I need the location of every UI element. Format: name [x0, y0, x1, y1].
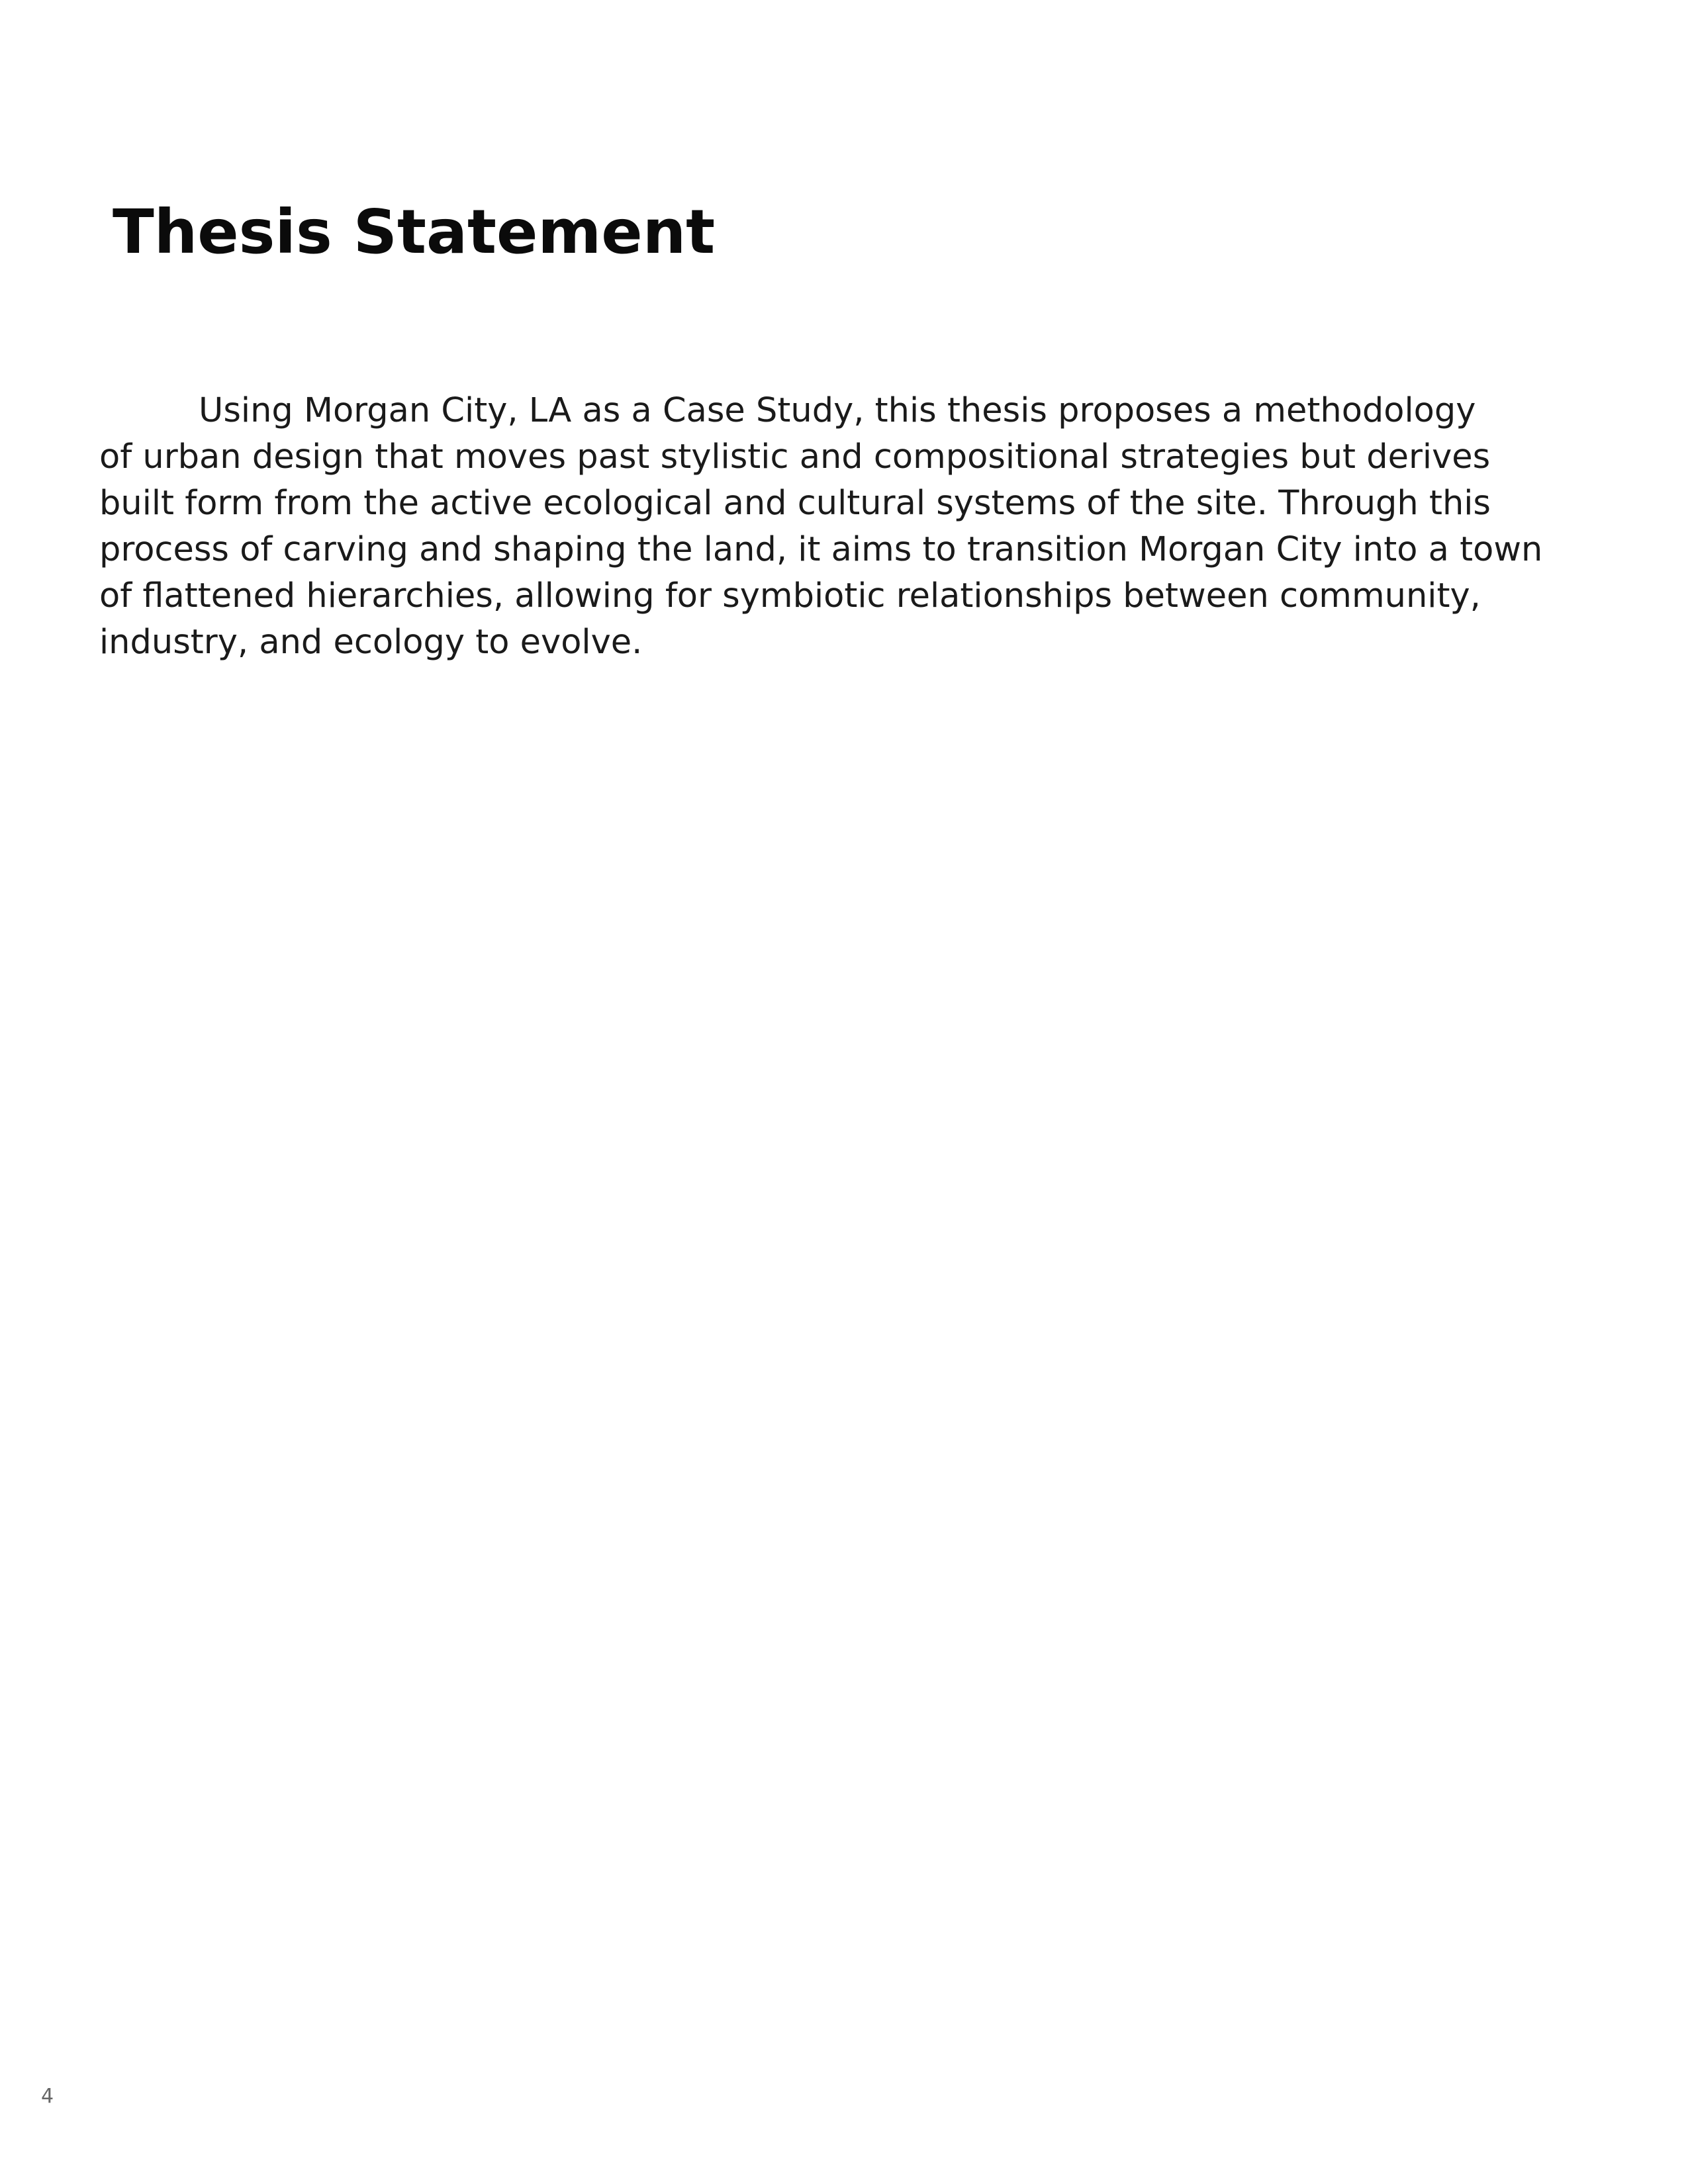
- paragraph-line: of urban design that moves past stylistic and compositional strategies but derives: [99, 437, 1491, 477]
- paragraph-line: industry, and ecology to evolve.: [99, 623, 643, 662]
- paragraph-line: Using Morgan City, LA as a Case Study, this thesis proposes a methodology: [199, 391, 1476, 430]
- paragraph-line: built form from the active ecological and cultural systems of the site. Through this: [99, 484, 1491, 523]
- paragraph-line: of flattened hierarchies, allowing for symbiotic relationships between community,: [99, 576, 1481, 615]
- thesis-paragraph: [99, 388, 1575, 666]
- page-number: 4: [41, 2085, 54, 2108]
- page-title: Thesis Statement: [113, 197, 716, 267]
- paragraph-line: process of carving and shaping the land, it aims to transition Morgan City into a town: [99, 530, 1543, 569]
